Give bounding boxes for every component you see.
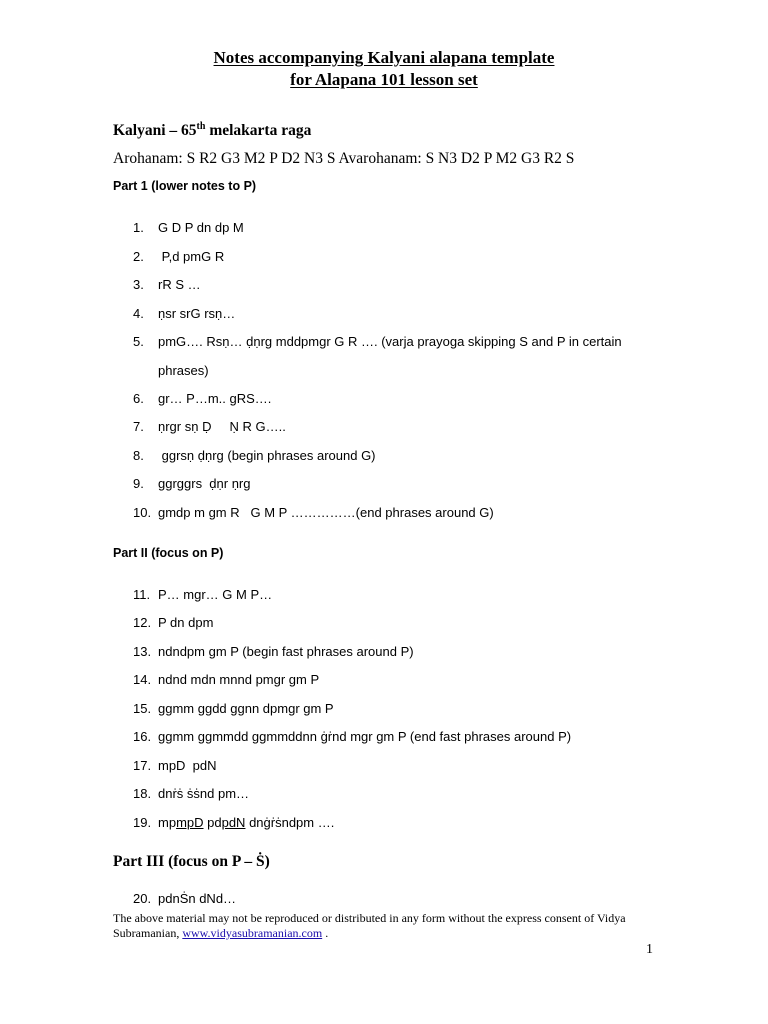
list-item-text: gmdp m gm R G M P ……………(end phrases around G) — [158, 505, 494, 520]
list-item-text: ndnd mdn mnnd pmgr gm P — [158, 672, 320, 687]
website-link[interactable]: www.vidyasubramanian.com — [182, 926, 323, 940]
list-item-number: 12. — [133, 615, 152, 630]
list-item-number: 8. — [133, 448, 144, 463]
raga-heading-prefix: Kalyani – 65 — [113, 122, 197, 139]
list-item-text: ggrsṇ ḍṇrg (begin phrases around G) — [158, 448, 376, 463]
list-item-text: mpD pdN — [158, 758, 217, 773]
list-item-text: pmG…. Rsṇ… ḍṇrg mddpmgr G R …. (varja prayoga skipping S and P in certain phrases) — [158, 334, 622, 378]
document-title-line-2: for Alapana 101 lesson set — [290, 70, 478, 89]
list-item-text: ṇsr srG rsṇ… — [158, 306, 236, 321]
part3-heading: Part III (focus on P – Ṡ) — [113, 853, 270, 870]
list-item-number: 4. — [133, 306, 144, 321]
list-item-number: 5. — [133, 334, 144, 349]
item19-part-e: dnġṙṡndpm …. — [245, 815, 335, 830]
footer-text-end: . — [322, 926, 329, 940]
footer-text: The above material may not be reproduced or distributed in any form without the express consent of Vidya Subramanian, — [113, 911, 626, 940]
item19-part-b: mpD — [176, 815, 204, 830]
list-item-number: 11. — [133, 587, 151, 602]
list-item-text: ggmm ggdd ggnn dpmgr gm P — [158, 701, 334, 716]
list-item-number: 10. — [133, 505, 152, 520]
list-item-number: 14. — [133, 672, 152, 687]
raga-scale: Arohanam: S R2 G3 M2 P D2 N3 S Avarohanam: S N3 D2 P M2 G3 R2 S — [113, 150, 575, 167]
list-item-text: ṇrgr sṇ Ḍ Ṇ R G….. — [158, 419, 286, 434]
list-item-text: pdnṠn dNd… — [158, 891, 237, 906]
list-item-number: 13. — [133, 644, 152, 659]
list-item-number: 19. — [133, 815, 152, 830]
document-title-line-1: Notes accompanying Kalyani alapana template — [213, 48, 555, 67]
list-item-text: P dn dpm — [158, 615, 214, 630]
list-item-text: P,d pmG R — [158, 249, 225, 264]
list-item-text: ggrggrs ḍṇr ṇrg — [158, 476, 251, 491]
list-item-text: gr… P…m.. gRS…. — [158, 391, 272, 406]
list-item-number: 2. — [133, 249, 144, 264]
part1-heading: Part 1 (lower notes to P) — [113, 179, 257, 193]
list-item-text: dnṙṡ ṡṡnd pm… — [158, 786, 250, 801]
copyright-footer — [113, 911, 653, 941]
list-item-number: 3. — [133, 277, 144, 292]
list-item-number: 9. — [133, 476, 144, 491]
list-item-number: 15. — [133, 701, 152, 716]
part2-heading: Part II (focus on P) — [113, 546, 224, 560]
list-item-number: 7. — [133, 419, 144, 434]
list-item-text: rR S … — [158, 277, 201, 292]
list-item-text — [158, 808, 653, 837]
list-item-text: ndndpm gm P (begin fast phrases around P) — [158, 644, 414, 659]
list-item-number: 18. — [133, 786, 152, 801]
item19-part-c: pd — [203, 815, 222, 830]
raga-heading-sup: th — [196, 120, 206, 132]
list-item-number: 17. — [133, 758, 152, 773]
item19-part-a: mp — [158, 815, 177, 830]
list-item-number: 1. — [133, 220, 144, 235]
raga-heading-suffix: melakarta raga — [205, 122, 312, 139]
list-item-text: ggmm ggmmdd ggmmddnn ġṙnd mgr gm P (end fast phrases around P) — [158, 729, 572, 744]
list-item-text: P… mgr… G M P… — [158, 587, 273, 602]
list-item-number: 6. — [133, 391, 144, 406]
list-item-number: 16. — [133, 729, 152, 744]
raga-heading — [113, 122, 311, 140]
list-item-text: G D P dn dp M — [158, 220, 244, 235]
page-number: 1 — [646, 942, 653, 957]
list-item-number: 20. — [133, 891, 152, 906]
item19-part-d: pdN — [221, 815, 246, 830]
